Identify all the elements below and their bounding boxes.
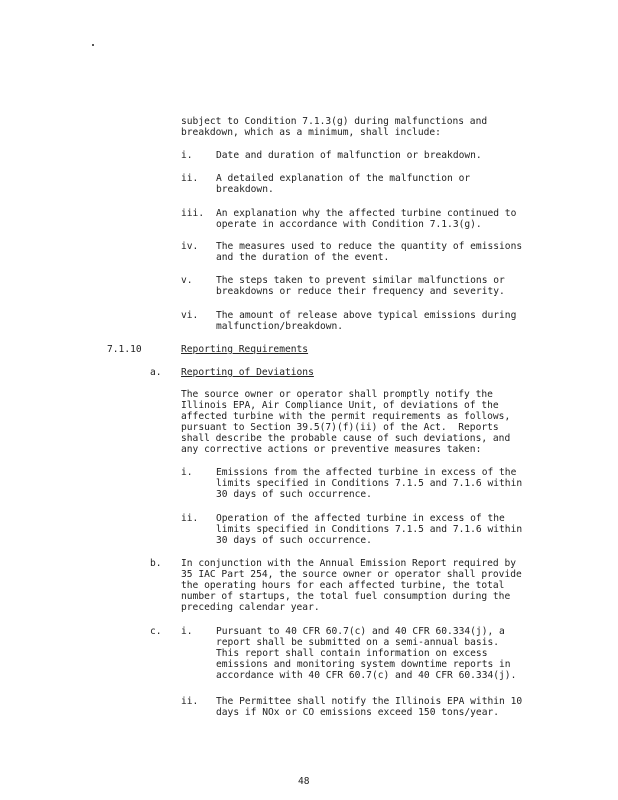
item-b-line: In conjunction with the Annual Emission Report required by bbox=[181, 558, 517, 569]
c-item-text: emissions and monitoring system downtime reports in bbox=[216, 659, 511, 670]
mal-item-text: An explanation why the affected turbine continued to bbox=[216, 208, 517, 219]
c-item-text: report shall be submitted on a semi-annual basis. bbox=[216, 637, 500, 648]
item-b-line: the operating hours for each affected turbine, the total bbox=[181, 580, 505, 591]
item-a-paragraph-line: The source owner or operator shall promptly notify the bbox=[181, 389, 493, 400]
mal-item-text: malfunction/breakdown. bbox=[216, 321, 344, 332]
item-a-paragraph-line: Illinois EPA, Air Compliance Unit, of deviations of the bbox=[181, 400, 499, 411]
item-b-line: preceding calendar year. bbox=[181, 602, 320, 613]
a-item-text: 30 days of such occurrence. bbox=[216, 489, 372, 500]
item-a-paragraph-line: pursuant to Section 39.5(7)(f)(ii) of the Act. Reports bbox=[181, 422, 499, 433]
intro-line-2: breakdown, which as a minimum, shall include: bbox=[181, 127, 441, 138]
mal-item-text: A detailed explanation of the malfunction or bbox=[216, 173, 471, 184]
c-item-num: i. bbox=[181, 626, 193, 637]
mal-item-num: vi. bbox=[181, 310, 199, 321]
mal-item-text: The amount of release above typical emissions during bbox=[216, 310, 517, 321]
a-item-num: ii. bbox=[181, 513, 199, 524]
item-letter-b: b. bbox=[150, 558, 162, 569]
c-item-text: This report shall contain information on excess bbox=[216, 648, 488, 659]
c-item-text: accordance with 40 CFR 60.7(c) and 40 CFR 60.334(j). bbox=[216, 670, 517, 681]
a-item-text: limits specified in Conditions 7.1.5 and 7.1.6 within bbox=[216, 524, 523, 535]
item-letter-a: a. bbox=[150, 367, 162, 378]
a-item-text: limits specified in Conditions 7.1.5 and 7.1.6 within bbox=[216, 478, 523, 489]
mal-item-text: The steps taken to prevent similar malfunctions or bbox=[216, 275, 505, 286]
item-a-paragraph-line: affected turbine with the permit requirements as follows, bbox=[181, 411, 511, 422]
a-item-text: 30 days of such occurrence. bbox=[216, 535, 372, 546]
section-title: Reporting Requirements bbox=[181, 344, 309, 355]
mal-item-text: breakdown. bbox=[216, 184, 274, 195]
mal-item-text: The measures used to reduce the quantity of emissions bbox=[216, 241, 523, 252]
c-item-text: days if NOx or CO emissions exceed 150 tons/year. bbox=[216, 707, 500, 718]
mal-item-num: i. bbox=[181, 150, 193, 161]
c-item-num: ii. bbox=[181, 696, 199, 707]
a-item-num: i. bbox=[181, 467, 193, 478]
section-number: 7.1.10 bbox=[107, 344, 142, 355]
a-item-text: Operation of the affected turbine in excess of the bbox=[216, 513, 505, 524]
item-a-title: Reporting of Deviations bbox=[181, 367, 314, 378]
item-letter-c: c. bbox=[150, 626, 162, 637]
item-b-line: 35 IAC Part 254, the source owner or operator shall provide bbox=[181, 569, 522, 580]
intro-line-1: subject to Condition 7.1.3(g) during malfunctions and bbox=[181, 116, 488, 127]
c-item-text: Pursuant to 40 CFR 60.7(c) and 40 CFR 60.334(j), a bbox=[216, 626, 505, 637]
item-a-paragraph-line: any corrective actions or preventive measures taken: bbox=[181, 444, 482, 455]
mal-item-text: and the duration of the event. bbox=[216, 252, 390, 263]
mal-item-num: iv. bbox=[181, 241, 199, 252]
a-item-text: Emissions from the affected turbine in excess of the bbox=[216, 467, 517, 478]
mal-item-num: iii. bbox=[181, 208, 205, 219]
mal-item-text: Date and duration of malfunction or breakdown. bbox=[216, 150, 482, 161]
mal-item-num: ii. bbox=[181, 173, 199, 184]
c-item-text: The Permittee shall notify the Illinois EPA within 10 bbox=[216, 696, 523, 707]
item-a-paragraph-line: shall describe the probable cause of such deviations, and bbox=[181, 433, 511, 444]
page-number: 48 bbox=[298, 776, 310, 787]
mal-item-text: breakdowns or reduce their frequency and severity. bbox=[216, 286, 505, 297]
mal-item-num: v. bbox=[181, 275, 193, 286]
mal-item-text: operate in accordance with Condition 7.1.3(g). bbox=[216, 219, 482, 230]
scan-speck bbox=[92, 44, 94, 46]
item-b-line: number of startups, the total fuel consumption during the bbox=[181, 591, 511, 602]
